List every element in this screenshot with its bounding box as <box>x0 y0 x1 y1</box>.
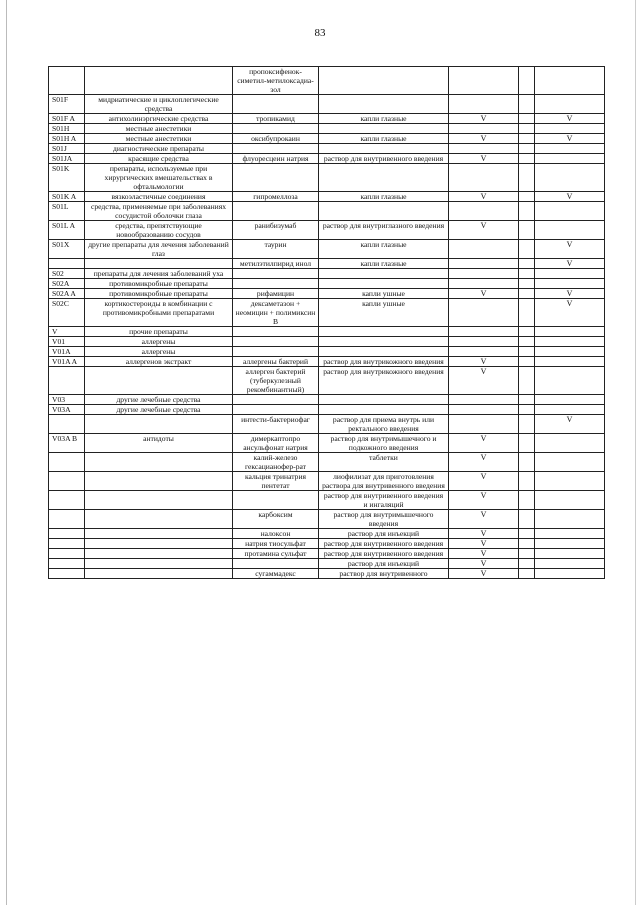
table-row <box>49 395 605 405</box>
dosage-form-cell: раствор для внутривенного введения <box>319 539 449 549</box>
dosage-form-cell: раствор для внутривенного введения <box>319 549 449 559</box>
mark-col-2-cell <box>535 395 605 405</box>
table-row <box>49 124 605 134</box>
mark-col-2-cell <box>535 357 605 367</box>
narrow-col-cell <box>519 491 535 510</box>
atc-code-cell <box>49 559 85 569</box>
mark-col-1-cell: V <box>449 569 519 579</box>
mark-col-2-cell <box>535 367 605 395</box>
narrow-col-cell <box>519 95 535 114</box>
group-name-cell: диагностические препараты <box>85 144 233 154</box>
mark-col-2-cell <box>535 559 605 569</box>
group-name-cell <box>85 539 233 549</box>
group-name-cell <box>85 415 233 434</box>
dosage-form-cell: капли глазные <box>319 259 449 269</box>
mark-col-1-cell <box>449 279 519 289</box>
table-row <box>49 405 605 415</box>
mark-col-2-cell: V <box>535 192 605 202</box>
mark-col-2-cell <box>535 144 605 154</box>
mark-col-1-cell <box>449 259 519 269</box>
drug-name-cell <box>233 269 319 279</box>
dosage-form-cell: раствор для внутривенного <box>319 569 449 579</box>
narrow-col-cell <box>519 192 535 202</box>
atc-code-cell: S01L <box>49 202 85 221</box>
atc-code-cell: S01K <box>49 164 85 192</box>
narrow-col-cell <box>519 529 535 539</box>
mark-col-1-cell: V <box>449 510 519 529</box>
narrow-col-cell <box>519 337 535 347</box>
drug-name-cell: оксибупрокаин <box>233 134 319 144</box>
narrow-col-cell <box>519 434 535 453</box>
narrow-col-cell <box>519 134 535 144</box>
atc-code-cell <box>49 472 85 491</box>
mark-col-2-cell <box>535 337 605 347</box>
drug-name-cell: рифамицин <box>233 289 319 299</box>
atc-code-cell: S01H A <box>49 134 85 144</box>
table-row <box>49 192 605 202</box>
dosage-form-cell <box>319 337 449 347</box>
table-row <box>49 491 605 510</box>
mark-col-1-cell <box>449 327 519 337</box>
mark-col-1-cell <box>449 164 519 192</box>
dosage-form-cell <box>319 347 449 357</box>
drug-name-cell: дексаметазон + неомицин + полимиксин В <box>233 299 319 327</box>
group-name-cell <box>85 569 233 579</box>
dosage-form-cell: раствор для внутрикожного введения <box>319 357 449 367</box>
mark-col-2-cell <box>535 405 605 415</box>
mark-col-2-cell <box>535 279 605 289</box>
drug-name-cell: флуоресцеин натрия <box>233 154 319 164</box>
narrow-col-cell <box>519 405 535 415</box>
atc-code-cell <box>49 569 85 579</box>
table-row <box>49 144 605 154</box>
dosage-form-cell: раствор для внутриглазного введения <box>319 221 449 240</box>
group-name-cell: местные анестетики <box>85 124 233 134</box>
mark-col-1-cell: V <box>449 154 519 164</box>
mark-col-2-cell <box>535 529 605 539</box>
drug-name-cell: тропикамид <box>233 114 319 124</box>
table-row <box>49 453 605 472</box>
group-name-cell: антихолинэргические средства <box>85 114 233 124</box>
mark-col-2-cell <box>535 164 605 192</box>
narrow-col-cell <box>519 202 535 221</box>
drug-name-cell: протамина сульфат <box>233 549 319 559</box>
narrow-col-cell <box>519 124 535 134</box>
drug-name-cell: калий-железо гексацианофер-рат <box>233 453 319 472</box>
group-name-cell <box>85 453 233 472</box>
mark-col-2-cell <box>535 453 605 472</box>
atc-code-cell: V03 <box>49 395 85 405</box>
dosage-form-cell: капли глазные <box>319 240 449 259</box>
atc-code-cell: S01F <box>49 95 85 114</box>
atc-code-cell <box>49 529 85 539</box>
table-row <box>49 472 605 491</box>
narrow-col-cell <box>519 144 535 154</box>
dosage-form-cell: раствор для внутримышечного и подкожного введения <box>319 434 449 453</box>
mark-col-2-cell: V <box>535 240 605 259</box>
drug-name-cell <box>233 124 319 134</box>
atc-code-cell: S02C <box>49 299 85 327</box>
dosage-form-cell <box>319 269 449 279</box>
mark-col-1-cell <box>449 124 519 134</box>
mark-col-2-cell: V <box>535 299 605 327</box>
mark-col-1-cell: V <box>449 357 519 367</box>
group-name-cell: красящие средства <box>85 154 233 164</box>
mark-col-2-cell <box>535 549 605 559</box>
table-row <box>49 259 605 269</box>
mark-col-1-cell: V <box>449 549 519 559</box>
group-name-cell <box>85 529 233 539</box>
atc-code-cell <box>49 259 85 269</box>
group-name-cell <box>85 367 233 395</box>
table-row <box>49 202 605 221</box>
drug-name-cell <box>233 164 319 192</box>
drug-name-cell: аллергены бактерий <box>233 357 319 367</box>
table-row <box>49 529 605 539</box>
drug-name-cell: таурин <box>233 240 319 259</box>
scan-edge-right <box>635 0 636 905</box>
table-row <box>49 357 605 367</box>
dosage-form-cell <box>319 144 449 154</box>
dosage-form-cell: капли глазные <box>319 192 449 202</box>
mark-col-2-cell <box>535 569 605 579</box>
group-name-cell: аллергены <box>85 347 233 357</box>
mark-col-1-cell: V <box>449 559 519 569</box>
narrow-col-cell <box>519 453 535 472</box>
mark-col-2-cell: V <box>535 259 605 269</box>
mark-col-2-cell <box>535 491 605 510</box>
group-name-cell: средства, препятствующие новообразованию сосудов <box>85 221 233 240</box>
mark-col-2-cell <box>535 434 605 453</box>
mark-col-1-cell: V <box>449 192 519 202</box>
narrow-col-cell <box>519 327 535 337</box>
table-row <box>49 279 605 289</box>
mark-col-1-cell: V <box>449 491 519 510</box>
group-name-cell: препараты для лечения заболеваний уха <box>85 269 233 279</box>
narrow-col-cell <box>519 347 535 357</box>
table-row <box>49 539 605 549</box>
scan-edge-left <box>6 0 7 905</box>
drug-name-cell <box>233 337 319 347</box>
group-name-cell: аллергенов экстракт <box>85 357 233 367</box>
mark-col-2-cell <box>535 67 605 95</box>
group-name-cell: антидоты <box>85 434 233 453</box>
mark-col-1-cell <box>449 269 519 279</box>
mark-col-1-cell <box>449 395 519 405</box>
narrow-col-cell <box>519 164 535 192</box>
narrow-col-cell <box>519 67 535 95</box>
table-row <box>49 164 605 192</box>
narrow-col-cell <box>519 549 535 559</box>
atc-code-cell <box>49 67 85 95</box>
table-row <box>49 337 605 347</box>
mark-col-2-cell: V <box>535 289 605 299</box>
dosage-form-cell: раствор для инъекций <box>319 559 449 569</box>
dosage-form-cell: раствор для внутривенного введения <box>319 154 449 164</box>
mark-col-1-cell: V <box>449 453 519 472</box>
dosage-form-cell: капли глазные <box>319 114 449 124</box>
narrow-col-cell <box>519 510 535 529</box>
dosage-form-cell: раствор для внутримышечного введения <box>319 510 449 529</box>
mark-col-1-cell <box>449 347 519 357</box>
drug-list-table <box>48 66 605 579</box>
group-name-cell: противомикробные препараты <box>85 289 233 299</box>
mark-col-2-cell <box>535 202 605 221</box>
mark-col-2-cell <box>535 221 605 240</box>
narrow-col-cell <box>519 539 535 549</box>
mark-col-1-cell <box>449 299 519 327</box>
drug-name-cell: интести-бактериофаг <box>233 415 319 434</box>
table-row <box>49 154 605 164</box>
atc-code-cell <box>49 510 85 529</box>
dosage-form-cell: раствор для внутривенного введения и ингаляций <box>319 491 449 510</box>
group-name-cell: препараты, используемые при хирургических вмешательствах в офтальмологии <box>85 164 233 192</box>
atc-code-cell: V01A A <box>49 357 85 367</box>
atc-code-cell: S01J <box>49 144 85 154</box>
narrow-col-cell <box>519 289 535 299</box>
atc-code-cell: S01JA <box>49 154 85 164</box>
mark-col-2-cell <box>535 269 605 279</box>
atc-code-cell: S01H <box>49 124 85 134</box>
table-row <box>49 510 605 529</box>
drug-name-cell <box>233 395 319 405</box>
drug-name-cell <box>233 559 319 569</box>
mark-col-1-cell: V <box>449 529 519 539</box>
atc-code-cell: S01L A <box>49 221 85 240</box>
mark-col-1-cell: V <box>449 434 519 453</box>
atc-code-cell: V03A B <box>49 434 85 453</box>
mark-col-1-cell: V <box>449 472 519 491</box>
table-row <box>49 95 605 114</box>
narrow-col-cell <box>519 154 535 164</box>
group-name-cell <box>85 472 233 491</box>
mark-col-2-cell <box>535 95 605 114</box>
narrow-col-cell <box>519 367 535 395</box>
drug-name-cell: метилэтилпирид инол <box>233 259 319 269</box>
table-row <box>49 327 605 337</box>
table-row <box>49 289 605 299</box>
group-name-cell <box>85 67 233 95</box>
table-row <box>49 559 605 569</box>
drug-name-cell <box>233 347 319 357</box>
mark-col-1-cell <box>449 415 519 434</box>
narrow-col-cell <box>519 569 535 579</box>
table-row <box>49 269 605 279</box>
dosage-form-cell: капли ушные <box>319 299 449 327</box>
mark-col-2-cell <box>535 124 605 134</box>
atc-code-cell: S02 <box>49 269 85 279</box>
drug-name-cell: гипромеллоза <box>233 192 319 202</box>
drug-name-cell <box>233 405 319 415</box>
group-name-cell <box>85 491 233 510</box>
narrow-col-cell <box>519 221 535 240</box>
mark-col-1-cell <box>449 337 519 347</box>
drug-name-cell: пропоксифенок-симетил-метилоксадиа-зол <box>233 67 319 95</box>
table-body <box>49 67 605 579</box>
dosage-form-cell <box>319 395 449 405</box>
dosage-form-cell: лиофилизат для приготовления раствора для внутривенного введения <box>319 472 449 491</box>
mark-col-1-cell: V <box>449 367 519 395</box>
mark-col-1-cell <box>449 144 519 154</box>
table-row <box>49 114 605 124</box>
drug-name-cell <box>233 95 319 114</box>
atc-code-cell <box>49 539 85 549</box>
narrow-col-cell <box>519 415 535 434</box>
mark-col-2-cell <box>535 347 605 357</box>
table-row <box>49 221 605 240</box>
mark-col-2-cell <box>535 472 605 491</box>
drug-name-cell: сугаммадекс <box>233 569 319 579</box>
group-name-cell: аллергены <box>85 337 233 347</box>
narrow-col-cell <box>519 240 535 259</box>
dosage-form-cell: капли глазные <box>319 134 449 144</box>
table-row <box>49 434 605 453</box>
mark-col-1-cell <box>449 240 519 259</box>
group-name-cell: местные анестетики <box>85 134 233 144</box>
drug-name-cell: кальция тринатрия пентетат <box>233 472 319 491</box>
atc-code-cell: S01K A <box>49 192 85 202</box>
drug-name-cell <box>233 327 319 337</box>
group-name-cell: другие препараты для лечения заболеваний глаз <box>85 240 233 259</box>
dosage-form-cell <box>319 164 449 192</box>
mark-col-2-cell <box>535 510 605 529</box>
mark-col-1-cell <box>449 95 519 114</box>
group-name-cell: кортикостероиды в комбинации с противомикробными препаратами <box>85 299 233 327</box>
atc-code-cell: S01X <box>49 240 85 259</box>
mark-col-1-cell <box>449 67 519 95</box>
group-name-cell: средства, применяемые при заболеваниях сосудистой оболочки глаза <box>85 202 233 221</box>
narrow-col-cell <box>519 279 535 289</box>
mark-col-1-cell: V <box>449 221 519 240</box>
drug-name-cell: димеркаптопро ансульфонат натрия <box>233 434 319 453</box>
atc-code-cell: S01F A <box>49 114 85 124</box>
dosage-form-cell: капли ушные <box>319 289 449 299</box>
atc-code-cell <box>49 491 85 510</box>
drug-name-cell <box>233 144 319 154</box>
mark-col-2-cell: V <box>535 114 605 124</box>
group-name-cell: другие лечебные средства <box>85 405 233 415</box>
narrow-col-cell <box>519 357 535 367</box>
drug-name-cell <box>233 279 319 289</box>
atc-code-cell <box>49 367 85 395</box>
dosage-form-cell <box>319 405 449 415</box>
dosage-form-cell: раствор для внутрикожного введения <box>319 367 449 395</box>
dosage-form-cell <box>319 327 449 337</box>
narrow-col-cell <box>519 269 535 279</box>
narrow-col-cell <box>519 395 535 405</box>
mark-col-1-cell: V <box>449 539 519 549</box>
atc-code-cell: S02A <box>49 279 85 289</box>
group-name-cell <box>85 559 233 569</box>
group-name-cell: мидриатические и циклоплегические средства <box>85 95 233 114</box>
dosage-form-cell: раствор для инъекций <box>319 529 449 539</box>
atc-code-cell: V03A <box>49 405 85 415</box>
table-row <box>49 347 605 357</box>
drug-name-cell <box>233 491 319 510</box>
mark-col-2-cell: V <box>535 134 605 144</box>
drug-name-cell: ранибизумаб <box>233 221 319 240</box>
mark-col-1-cell: V <box>449 134 519 144</box>
group-name-cell <box>85 259 233 269</box>
drug-name-cell: аллерген бактерий (туберкулезный рекомбинантный) <box>233 367 319 395</box>
table-row <box>49 240 605 259</box>
dosage-form-cell <box>319 202 449 221</box>
mark-col-2-cell <box>535 539 605 549</box>
group-name-cell: вязкоэластичные соединения <box>85 192 233 202</box>
atc-code-cell <box>49 549 85 559</box>
mark-col-1-cell <box>449 202 519 221</box>
narrow-col-cell <box>519 559 535 569</box>
narrow-col-cell <box>519 299 535 327</box>
narrow-col-cell <box>519 259 535 269</box>
atc-code-cell: V01A <box>49 347 85 357</box>
group-name-cell: прочие препараты <box>85 327 233 337</box>
table-row <box>49 415 605 434</box>
table-row <box>49 299 605 327</box>
page-number: 83 <box>314 27 326 39</box>
narrow-col-cell <box>519 114 535 124</box>
atc-code-cell: V01 <box>49 337 85 347</box>
drug-name-cell: натрия тиосульфат <box>233 539 319 549</box>
mark-col-2-cell: V <box>535 415 605 434</box>
atc-code-cell: S02A A <box>49 289 85 299</box>
dosage-form-cell: таблетки <box>319 453 449 472</box>
dosage-form-cell: раствор для приема внутрь или ректального введения <box>319 415 449 434</box>
drug-name-cell: налоксон <box>233 529 319 539</box>
group-name-cell <box>85 510 233 529</box>
table-row <box>49 67 605 95</box>
atc-code-cell <box>49 453 85 472</box>
dosage-form-cell <box>319 95 449 114</box>
group-name-cell <box>85 549 233 559</box>
mark-col-1-cell <box>449 405 519 415</box>
table-row <box>49 569 605 579</box>
table-row <box>49 134 605 144</box>
mark-col-1-cell: V <box>449 289 519 299</box>
drug-name-cell <box>233 202 319 221</box>
group-name-cell: другие лечебные средства <box>85 395 233 405</box>
dosage-form-cell <box>319 124 449 134</box>
dosage-form-cell <box>319 67 449 95</box>
group-name-cell: противомикробные препараты <box>85 279 233 289</box>
mark-col-2-cell <box>535 327 605 337</box>
mark-col-2-cell <box>535 154 605 164</box>
atc-code-cell: V <box>49 327 85 337</box>
mark-col-1-cell: V <box>449 114 519 124</box>
narrow-col-cell <box>519 472 535 491</box>
dosage-form-cell <box>319 279 449 289</box>
drug-name-cell: карбоксим <box>233 510 319 529</box>
table-row <box>49 549 605 559</box>
table-row <box>49 367 605 395</box>
atc-code-cell <box>49 415 85 434</box>
